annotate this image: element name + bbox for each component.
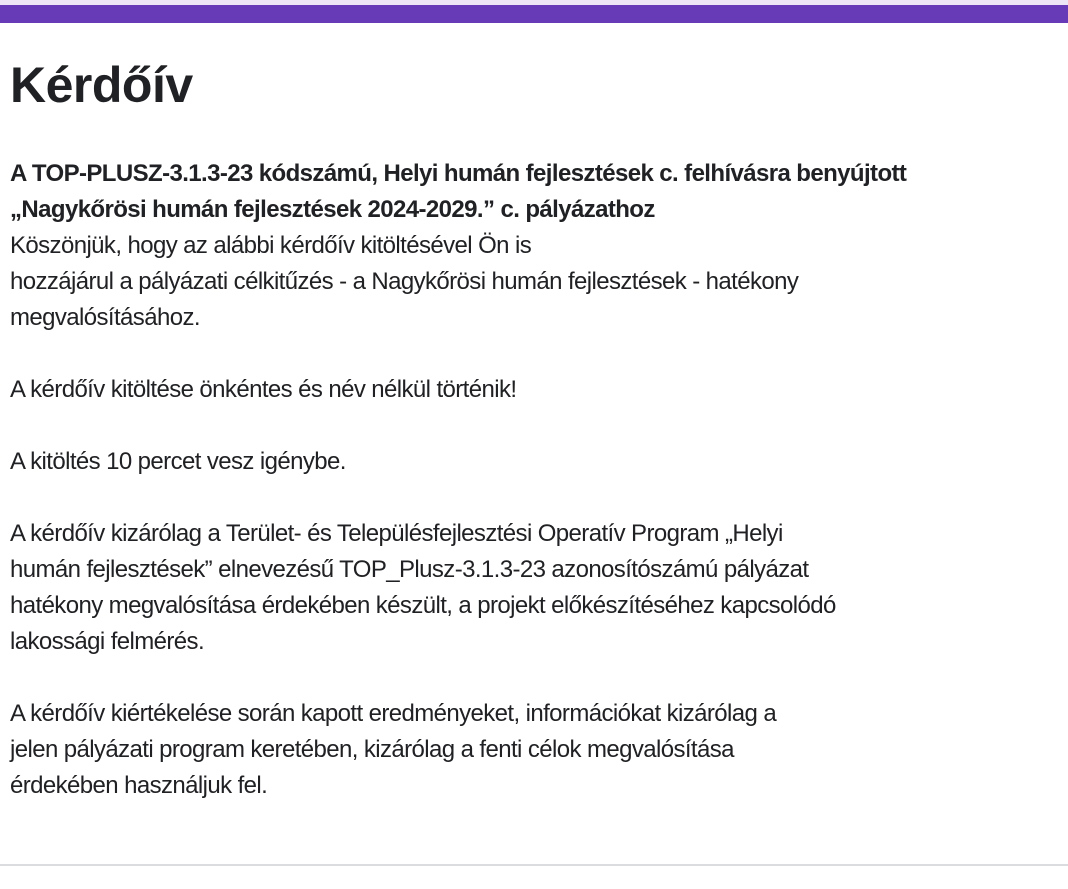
description-line: hatékony megvalósítása érdekében készült, a projekt előkészítéséhez kapcsolódó — [10, 592, 836, 619]
description-line: lakossági felmérés. — [10, 628, 205, 655]
description-line: A kitöltés 10 percet vesz igénybe. — [10, 448, 346, 475]
description-line: A kérdőív kitöltése önkéntes és név nélkül történik! — [10, 376, 517, 403]
header-divider — [0, 864, 1068, 866]
description-line: jelen pályázati program keretében, kizárólag a fenti célok megvalósítása — [10, 736, 734, 763]
description-line: A kérdőív kiértékelése során kapott eredményeket, információkat kizárólag a — [10, 700, 777, 727]
form-accent-bar — [0, 5, 1068, 23]
description-line: A kérdőív kizárólag a Terület- és Településfejlesztési Operatív Program „Helyi — [10, 520, 783, 547]
description-line: Köszönjük, hogy az alábbi kérdőív kitöltésével Ön is — [10, 232, 532, 259]
description-line: érdekében használjuk fel. — [10, 772, 268, 799]
description-line: hozzájárul a pályázati célkitűzés - a Nagykőrösi humán fejlesztések - hatékony — [10, 268, 799, 295]
description-line: megvalósításához. — [10, 304, 200, 331]
description-line: humán fejlesztések” elnevezésű TOP_Plusz-3.1.3-23 azonosítószámú pályázat — [10, 556, 809, 583]
description-bold-line: A TOP-PLUSZ-3.1.3-23 kódszámú, Helyi humán fejlesztések c. felhívásra benyújtott — [10, 160, 907, 187]
form-title: Kérdőív — [10, 57, 193, 113]
description-bold-line: „Nagykőrösi humán fejlesztések 2024-2029.” c. pályázathoz — [10, 196, 655, 223]
form-description — [10, 156, 1068, 804]
